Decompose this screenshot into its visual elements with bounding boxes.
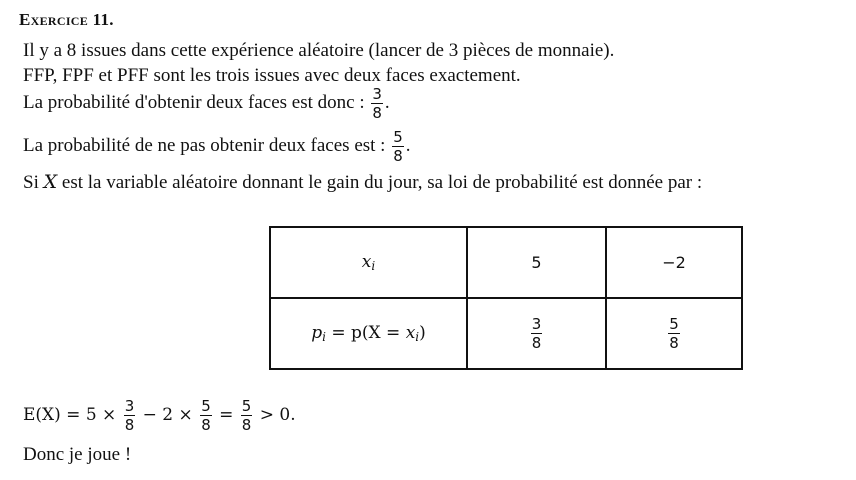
period: . xyxy=(405,134,411,156)
fraction-numerator: 5 xyxy=(393,128,403,146)
subscript-i: i xyxy=(322,330,326,344)
fraction-denominator: 8 xyxy=(531,334,542,352)
fraction-e3 xyxy=(241,398,253,433)
equals-sign: = xyxy=(219,405,234,425)
fraction-denominator: 8 xyxy=(393,147,403,165)
prob-two-faces-text: La probabilité d'obtenir deux faces est donc : xyxy=(23,91,365,113)
symbol-x: x xyxy=(361,252,372,272)
period: . xyxy=(384,91,390,113)
row-header-pi xyxy=(270,298,467,369)
fraction-prob-1 xyxy=(531,316,543,351)
fraction-denominator: 8 xyxy=(201,416,211,434)
text-line-prob-not-two-faces xyxy=(23,129,411,164)
expectation-rhs: > 0. xyxy=(259,405,296,425)
fraction-e2 xyxy=(200,398,212,433)
table-row-values xyxy=(270,227,742,298)
subscript-i: i xyxy=(371,259,376,273)
text-line-prob-two-faces xyxy=(23,86,390,121)
fraction-prob-two-faces xyxy=(371,86,383,121)
expectation-formula xyxy=(23,398,296,433)
probability-law-table xyxy=(269,226,743,370)
fraction-e1 xyxy=(124,398,136,433)
fraction-numerator: 5 xyxy=(669,315,679,333)
subscript-i: i xyxy=(415,330,420,344)
fraction-denominator: 8 xyxy=(124,416,135,434)
fraction-prob-not-two-faces xyxy=(392,129,404,164)
rv-text-post: est la variable aléatoire donnant le gain du jour, sa loi de probabilité est donnée par : xyxy=(61,172,703,193)
text-line-outcomes: FFP, FPF et PFF sont les trois issues avec deux faces exactement. xyxy=(23,65,521,86)
table-cell-prob-2 xyxy=(606,298,742,369)
symbol-x: x xyxy=(405,323,416,343)
conclusion-text: Donc je joue ! xyxy=(23,444,132,465)
fraction-denominator: 8 xyxy=(372,104,382,122)
fraction-denominator: 8 xyxy=(669,334,679,352)
fraction-numerator: 3 xyxy=(372,85,382,103)
table-cell-prob-1 xyxy=(467,298,606,369)
rv-text-pre: Si xyxy=(23,172,39,193)
table-cell-value-1: 5 xyxy=(467,227,606,298)
fraction-numerator: 5 xyxy=(201,397,211,415)
expectation-lhs: E(X) = 5 × xyxy=(23,405,117,425)
equals-sign: = xyxy=(331,323,346,343)
exercise-title: Exercice 11. xyxy=(19,10,114,29)
variable-x: X xyxy=(43,171,58,193)
fraction-numerator: 3 xyxy=(124,397,135,415)
symbol-p: p xyxy=(311,323,323,343)
text-line-random-variable xyxy=(23,171,702,194)
fraction-numerator: 5 xyxy=(241,397,252,415)
fraction-numerator: 3 xyxy=(531,315,542,333)
table-cell-value-2: −2 xyxy=(606,227,742,298)
fraction-denominator: 8 xyxy=(241,416,252,434)
fraction-prob-2 xyxy=(668,316,680,351)
closing-paren: ) xyxy=(419,323,426,343)
prob-not-two-faces-text: La probabilité de ne pas obtenir deux faces est : xyxy=(23,134,386,156)
table-row-probabilities xyxy=(270,298,742,369)
text-line-issues: Il y a 8 issues dans cette expérience aléatoire (lancer de 3 pièces de monnaie). xyxy=(23,40,615,61)
row-header-xi xyxy=(270,227,467,298)
expectation-mid: − 2 × xyxy=(142,405,193,425)
probability-function: p(X = xyxy=(351,323,401,343)
